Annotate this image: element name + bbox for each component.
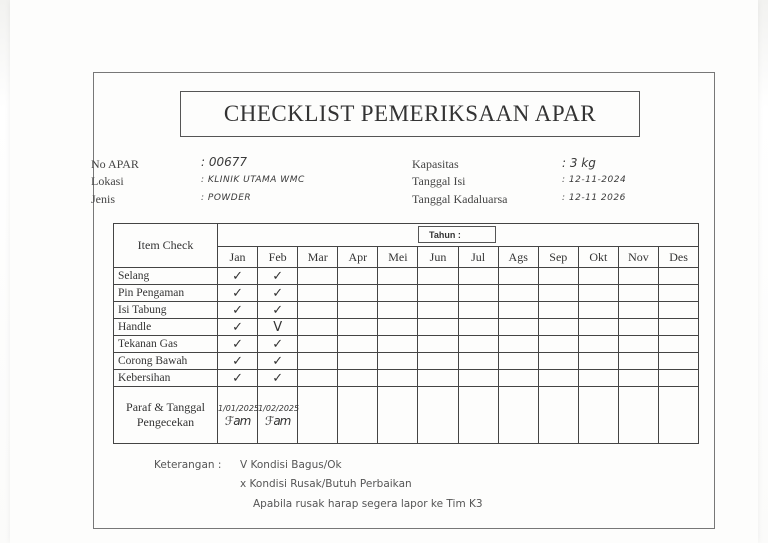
signature-cell[interactable]: [338, 387, 378, 444]
check-cell[interactable]: [659, 353, 699, 370]
check-cell[interactable]: ✓: [258, 336, 298, 353]
check-cell[interactable]: [338, 319, 378, 336]
table-row: [114, 302, 699, 319]
value-no-apar: : 00677: [201, 155, 248, 169]
signature-cell[interactable]: [538, 387, 578, 444]
check-cell[interactable]: [338, 336, 378, 353]
check-cell[interactable]: [338, 353, 378, 370]
signature-cell[interactable]: [618, 387, 658, 444]
check-cell[interactable]: [618, 319, 658, 336]
item-label: Selang: [114, 268, 218, 285]
check-cell[interactable]: ✓: [218, 370, 258, 387]
notes-line-bad: x Kondisi Rusak/Butuh Perbaikan: [240, 478, 412, 490]
check-cell[interactable]: [298, 268, 338, 285]
check-cell[interactable]: [418, 319, 458, 336]
item-label: Isi Tabung: [114, 302, 218, 319]
signature-cell[interactable]: [578, 387, 618, 444]
month-header: Mar: [298, 247, 338, 268]
check-cell[interactable]: [378, 302, 418, 319]
month-header: Okt: [578, 247, 618, 268]
info-right: [412, 157, 712, 207]
month-header: Jan: [218, 247, 258, 268]
month-header: Nov: [618, 247, 658, 268]
check-cell[interactable]: [578, 336, 618, 353]
check-cell[interactable]: [618, 353, 658, 370]
check-cell[interactable]: [538, 336, 578, 353]
signature-cell[interactable]: [378, 387, 418, 444]
check-cell[interactable]: [298, 319, 338, 336]
label-kapasitas: Kapasitas: [412, 157, 459, 171]
signature-cell[interactable]: [458, 387, 498, 444]
check-cell[interactable]: [578, 268, 618, 285]
check-cell[interactable]: ✓: [258, 302, 298, 319]
check-cell[interactable]: [378, 285, 418, 302]
check-cell[interactable]: [378, 268, 418, 285]
check-cell[interactable]: ✓: [258, 285, 298, 302]
label-no-apar: No APAR: [91, 157, 139, 171]
item-check-header: Item Check: [114, 224, 218, 268]
table-row: [114, 353, 699, 370]
check-cell[interactable]: [298, 370, 338, 387]
item-label: Handle: [114, 319, 218, 336]
check-cell[interactable]: [618, 268, 658, 285]
signature-cell[interactable]: [218, 387, 258, 444]
notes-label: Keterangan :: [154, 459, 222, 471]
check-cell[interactable]: [538, 285, 578, 302]
check-cell[interactable]: [338, 285, 378, 302]
paper-sheet: [10, 0, 758, 543]
notes-line-report: Apabila rusak harap segera lapor ke Tim K3: [253, 498, 483, 510]
check-cell[interactable]: [298, 353, 338, 370]
check-cell[interactable]: [659, 319, 699, 336]
signature-cell[interactable]: [659, 387, 699, 444]
check-cell[interactable]: [498, 336, 538, 353]
month-header: Feb: [258, 247, 298, 268]
check-cell[interactable]: [378, 353, 418, 370]
label-tanggal-isi: Tanggal Isi: [412, 174, 466, 188]
check-cell[interactable]: [298, 336, 338, 353]
check-cell[interactable]: V: [258, 319, 298, 336]
check-cell[interactable]: ✓: [218, 336, 258, 353]
signature-cell[interactable]: [298, 387, 338, 444]
month-header: Jul: [458, 247, 498, 268]
signature-cell[interactable]: [498, 387, 538, 444]
check-cell[interactable]: [618, 370, 658, 387]
check-cell[interactable]: [498, 302, 538, 319]
checklist-form: [93, 72, 715, 529]
signature-cell[interactable]: [258, 387, 298, 444]
check-cell[interactable]: [659, 370, 699, 387]
signature-mark: ℱam: [264, 414, 291, 428]
item-label: Kebersihan: [114, 370, 218, 387]
item-label: Pin Pengaman: [114, 285, 218, 302]
paraf-label-line1: Paraf & Tanggal: [126, 400, 205, 414]
value-lokasi: : KLINIK UTAMA WMC: [201, 175, 305, 185]
check-cell[interactable]: [659, 285, 699, 302]
notes-line-good: V Kondisi Bagus/Ok: [240, 459, 342, 471]
check-cell[interactable]: [538, 353, 578, 370]
check-cell[interactable]: [498, 370, 538, 387]
check-cell[interactable]: [458, 285, 498, 302]
item-label: Tekanan Gas: [114, 336, 218, 353]
check-cell[interactable]: [659, 336, 699, 353]
check-cell[interactable]: ✓: [218, 268, 258, 285]
header-row-year: [114, 224, 699, 247]
check-cell[interactable]: [458, 370, 498, 387]
check-cell[interactable]: [418, 336, 458, 353]
check-cell[interactable]: [498, 353, 538, 370]
check-cell[interactable]: [458, 336, 498, 353]
paraf-label: [114, 387, 218, 444]
month-header: Ags: [498, 247, 538, 268]
check-cell[interactable]: [458, 302, 498, 319]
form-title: CHECKLIST PEMERIKSAAN APAR: [180, 91, 640, 137]
label-jenis: Jenis: [91, 192, 115, 206]
check-cell[interactable]: ✓: [258, 268, 298, 285]
check-cell[interactable]: [498, 319, 538, 336]
check-cell[interactable]: [538, 268, 578, 285]
check-cell[interactable]: [418, 370, 458, 387]
check-cell[interactable]: ✓: [258, 370, 298, 387]
signature-date: 1/01/2025: [218, 404, 260, 413]
check-cell[interactable]: ✓: [258, 353, 298, 370]
check-cell[interactable]: [378, 370, 418, 387]
month-header: Apr: [338, 247, 378, 268]
check-cell[interactable]: [578, 285, 618, 302]
signature-date: 1/02/2025: [258, 404, 300, 413]
paraf-row: [114, 387, 699, 444]
check-cell[interactable]: [498, 268, 538, 285]
check-cell[interactable]: [338, 268, 378, 285]
month-header: Des: [659, 247, 699, 268]
check-cell[interactable]: [659, 302, 699, 319]
paraf-label-line2: Pengecekan: [136, 415, 195, 429]
check-cell[interactable]: ✓: [218, 319, 258, 336]
check-cell[interactable]: [618, 302, 658, 319]
check-cell[interactable]: [418, 353, 458, 370]
check-cell[interactable]: [338, 370, 378, 387]
label-lokasi: Lokasi: [91, 174, 124, 188]
check-cell[interactable]: [618, 285, 658, 302]
check-cell[interactable]: ✓: [218, 285, 258, 302]
check-cell[interactable]: [458, 319, 498, 336]
check-cell[interactable]: [538, 319, 578, 336]
signature-cell[interactable]: [418, 387, 458, 444]
check-cell[interactable]: ✓: [218, 302, 258, 319]
check-cell[interactable]: [338, 302, 378, 319]
check-cell[interactable]: [418, 302, 458, 319]
check-cell[interactable]: ✓: [218, 353, 258, 370]
item-label: Corong Bawah: [114, 353, 218, 370]
check-cell[interactable]: [578, 353, 618, 370]
table-row: [114, 370, 699, 387]
table-row: [114, 268, 699, 285]
check-cell[interactable]: [538, 370, 578, 387]
value-tanggal-kadaluarsa: : 12-11 2026: [562, 193, 626, 203]
check-cell[interactable]: [378, 336, 418, 353]
value-tanggal-isi: : 12-11-2024: [562, 175, 627, 185]
check-cell[interactable]: [578, 319, 618, 336]
check-cell[interactable]: [538, 302, 578, 319]
check-cell[interactable]: [418, 268, 458, 285]
table-row: [114, 319, 699, 336]
check-cell[interactable]: [418, 285, 458, 302]
table-row: [114, 336, 699, 353]
signature-mark: ℱam: [224, 414, 251, 428]
check-cell[interactable]: [298, 302, 338, 319]
check-cell[interactable]: [378, 319, 418, 336]
info-left: [91, 157, 391, 207]
month-header: Jun: [418, 247, 458, 268]
check-cell[interactable]: [458, 353, 498, 370]
check-cell[interactable]: [458, 268, 498, 285]
check-cell[interactable]: [298, 285, 338, 302]
checklist-table: [113, 223, 699, 444]
tahun-cell: [218, 224, 699, 247]
check-cell[interactable]: [618, 336, 658, 353]
check-cell[interactable]: [659, 268, 699, 285]
month-header: Sep: [538, 247, 578, 268]
value-kapasitas: : 3 kg: [562, 156, 596, 170]
value-jenis: : POWDER: [201, 193, 252, 203]
check-cell[interactable]: [578, 370, 618, 387]
check-cell[interactable]: [578, 302, 618, 319]
label-tanggal-kadaluarsa: Tanggal Kadaluarsa: [412, 192, 508, 206]
table-row: [114, 285, 699, 302]
tahun-field[interactable]: Tahun :: [418, 226, 496, 243]
month-header: Mei: [378, 247, 418, 268]
check-cell[interactable]: [498, 285, 538, 302]
